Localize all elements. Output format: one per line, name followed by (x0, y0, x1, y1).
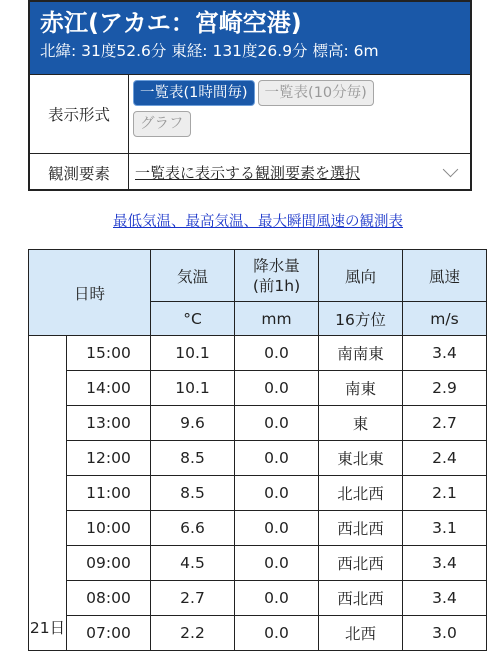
precip-cell: 0.0 (235, 546, 319, 581)
min-max-temp-link[interactable]: 最低気温、最高気温、最大瞬間風速の観測表 (113, 214, 403, 230)
temp-cell: 9.6 (151, 406, 235, 441)
station-location: 北緯: 31度52.6分 東経: 131度26.9分 標高: 6m (40, 42, 379, 60)
unit-wind-dir: 16方位 (319, 302, 403, 336)
elements-label: 観測要素 (30, 154, 129, 191)
precip-cell: 0.0 (235, 511, 319, 546)
time-cell: 15:00 (67, 336, 151, 371)
header-wind-speed: 風速 (403, 250, 487, 302)
table-row (29, 406, 487, 441)
elements-row (30, 153, 470, 191)
header-temp: 気温 (151, 250, 235, 302)
table-row (29, 441, 487, 476)
wind-speed-cell: 2.1 (403, 476, 487, 511)
wind-speed-cell: 3.4 (403, 546, 487, 581)
precip-cell: 0.0 (235, 371, 319, 406)
precip-cell: 0.0 (235, 441, 319, 476)
precip-cell: 0.0 (235, 336, 319, 371)
time-cell: 12:00 (67, 441, 151, 476)
temp-cell: 8.5 (151, 476, 235, 511)
time-cell: 08:00 (67, 581, 151, 616)
wind-dir-cell: 北北西 (319, 476, 403, 511)
time-cell: 14:00 (67, 371, 151, 406)
precip-cell: 0.0 (235, 616, 319, 651)
station-name: 赤江(アカエ：宮崎空港) (40, 9, 302, 37)
temp-cell: 10.1 (151, 371, 235, 406)
format-graph-button[interactable]: グラフ (133, 111, 191, 137)
table-row (29, 581, 487, 616)
time-cell: 09:00 (67, 546, 151, 581)
wind-speed-cell: 2.4 (403, 441, 487, 476)
day-label: 21日 (29, 336, 67, 651)
observation-table (28, 249, 487, 651)
wind-dir-cell: 西北西 (319, 511, 403, 546)
station-panel (28, 0, 472, 191)
wind-speed-cell: 3.0 (403, 616, 487, 651)
elements-select-area (129, 154, 470, 191)
display-format-options (129, 75, 470, 153)
display-format-label: 表示形式 (30, 75, 129, 153)
temp-cell: 4.5 (151, 546, 235, 581)
time-cell: 11:00 (67, 476, 151, 511)
station-header (30, 2, 470, 74)
elements-select[interactable] (129, 162, 470, 183)
wind-speed-cell: 3.1 (403, 511, 487, 546)
header-precip: 降水量 (前1h) (235, 250, 319, 302)
temp-cell: 2.7 (151, 581, 235, 616)
display-format-row (30, 74, 470, 153)
wind-dir-cell: 西北西 (319, 581, 403, 616)
table-row (29, 371, 487, 406)
precip-cell: 0.0 (235, 476, 319, 511)
temp-cell: 2.2 (151, 616, 235, 651)
precip-cell: 0.0 (235, 581, 319, 616)
unit-temp: °C (151, 302, 235, 336)
time-cell: 07:00 (67, 616, 151, 651)
table-row (29, 476, 487, 511)
temp-cell: 6.6 (151, 511, 235, 546)
wind-dir-cell: 北西 (319, 616, 403, 651)
table-row (29, 546, 487, 581)
table-row (29, 336, 487, 371)
temp-cell: 10.1 (151, 336, 235, 371)
table-row (29, 511, 487, 546)
wind-speed-cell: 3.4 (403, 581, 487, 616)
precip-cell: 0.0 (235, 406, 319, 441)
wind-dir-cell: 南東 (319, 371, 403, 406)
format-10min-table-button[interactable]: 一覧表(10分毎) (258, 80, 374, 106)
unit-precip: mm (235, 302, 319, 336)
table-row (29, 616, 487, 651)
wind-dir-cell: 東 (319, 406, 403, 441)
elements-select-label: 一覧表に表示する観測要素を選択 (135, 164, 361, 182)
wind-dir-cell: 西北西 (319, 546, 403, 581)
time-cell: 10:00 (67, 511, 151, 546)
header-wind-dir: 風向 (319, 250, 403, 302)
wind-dir-cell: 南南東 (319, 336, 403, 371)
wind-dir-cell: 東北東 (319, 441, 403, 476)
wind-speed-cell: 2.9 (403, 371, 487, 406)
header-datetime: 日時 (29, 250, 151, 336)
unit-wind-speed: m/s (403, 302, 487, 336)
temp-cell: 8.5 (151, 441, 235, 476)
chevron-down-icon (443, 162, 459, 178)
wind-speed-cell: 3.4 (403, 336, 487, 371)
wind-speed-cell: 2.7 (403, 406, 487, 441)
format-hourly-table-button[interactable]: 一覧表(1時間毎) (133, 80, 255, 106)
time-cell: 13:00 (67, 406, 151, 441)
